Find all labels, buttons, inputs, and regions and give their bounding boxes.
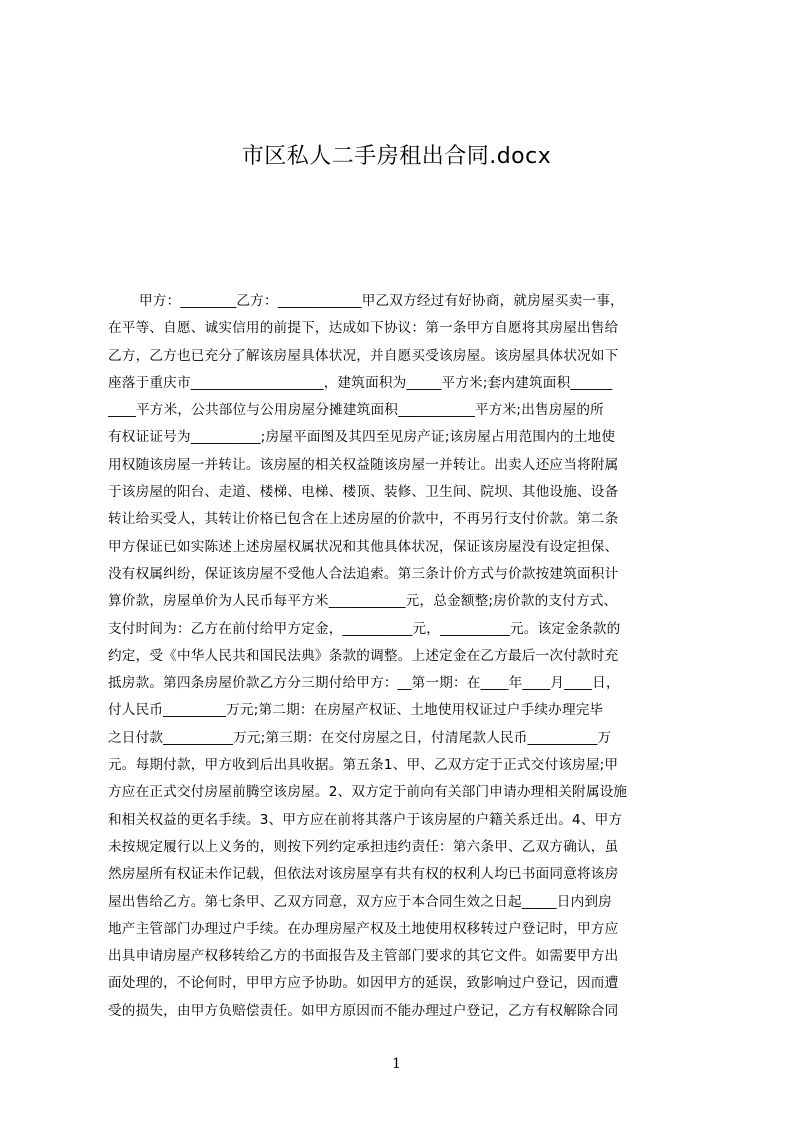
- body-line: 甲方：________乙方：____________甲乙双方经过有好协商，就房屋买卖一事，: [139, 293, 624, 309]
- body-line: 没有权属纠纷，保证该房屋不受他人合法追索。第三条计价方式与价款按建筑面积计: [108, 565, 619, 582]
- body-line: 乙方，乙方也已充分了解该房屋具体状况，并自愿买受该房屋。该房屋具体状况如下: [108, 347, 619, 364]
- body-line: 未按规定履行以上义务的，则按下列约定承担违约责任：第六条甲、乙双方确认，虽: [108, 838, 619, 855]
- body-line: 之日付款__________万元;第三期：在交付房屋之日，付清尾款人民币__________万: [108, 729, 612, 746]
- body-line: 用权随该房屋一并转让。该房屋的相关权益随该房屋一并转让。出卖人还应当将附属: [108, 456, 619, 473]
- body-line: 支付时间为：乙方在前付给甲方定金，__________元，__________元。该定金条款的: [108, 620, 621, 637]
- body-line: 算价款，房屋单价为人民币每平方米___________元，总金额整;房价款的支付方式、: [108, 593, 618, 610]
- body-line: 座落于重庆市___________________，建筑面积为_____平方米;套内建筑面积______: [108, 374, 613, 391]
- page-number: 1: [392, 1056, 401, 1072]
- body-line: 地产主管部门办理过户手续。在办理房屋产权及土地使用权移转过户登记时，甲方应: [108, 920, 619, 937]
- body-line: 然房屋所有权证未作记载，但依法对该房屋享有共有权的权利人均已书面同意将该房: [108, 866, 619, 883]
- body-line: 和相关权益的更名手续。3、甲方应在前将其落户于该房屋的户籍关系迁出。4、甲方: [108, 811, 623, 828]
- body-line: 甲方保证已如实陈述上述房屋权属状况和其他具体状况，保证该房屋没有设定担保、: [108, 538, 619, 555]
- body-line: 出具申请房屋产权移转给乙方的书面报告及主管部门要求的其它文件。如需要甲方出: [108, 948, 619, 965]
- body-line: 在平等、自愿、诚实信用的前提下，达成如下协议：第一条甲方自愿将其房屋出售给: [108, 320, 619, 337]
- body-line: 抵房款。第四条房屋价款乙方分三期付给甲方：__第一期：在____年____月____日，: [108, 675, 620, 692]
- document-body: [108, 288, 700, 1025]
- body-line: 元。每期付款，甲方收到后出具收据。第五条1、甲、乙双方定于正式交付该房屋;甲: [108, 757, 619, 774]
- body-line: ____平方米，公共部位与公用房屋分摊建筑面积___________平方米;出售房屋的所: [108, 402, 604, 419]
- body-line: 约定，受《中华人民共和国民法典》条款的调整。上述定金在乙方最后一次付款时充: [108, 647, 619, 664]
- body-line: 面处理的，不论何时，甲甲方应予协助。如因甲方的延误，致影响过户登记，因而遭: [108, 975, 619, 992]
- body-line: 方应在正式交付房屋前腾空该房屋。2、双方定于前向有关部门申请办理相关附属设施: [108, 784, 628, 801]
- body-line: 付人民币_________万元;第二期：在房屋产权证、土地使用权证过户手续办理完毕: [108, 702, 604, 719]
- document-title: 市区私人二手房租出合同.docx: [241, 144, 552, 169]
- body-line: 屋出售给乙方。第七条甲、乙双方同意，双方应于本合同生效之日起_____日内到房: [108, 893, 612, 910]
- body-line: 有权证证号为__________;房屋平面图及其四至见房产证;该房屋占用范围内的土地使: [108, 429, 616, 446]
- body-line: 受的损失，由甲方负赔偿责任。如甲方原因而不能办理过户登记，乙方有权解除合同: [108, 1002, 619, 1019]
- body-line: 于该房屋的阳台、走道、楼梯、电梯、楼顶、装修、卫生间、院坝、其他设施、设备: [108, 484, 619, 501]
- body-line: 转让给买受人，其转让价格已包含在上述房屋的价款中，不再另行支付价款。第二条: [108, 511, 619, 528]
